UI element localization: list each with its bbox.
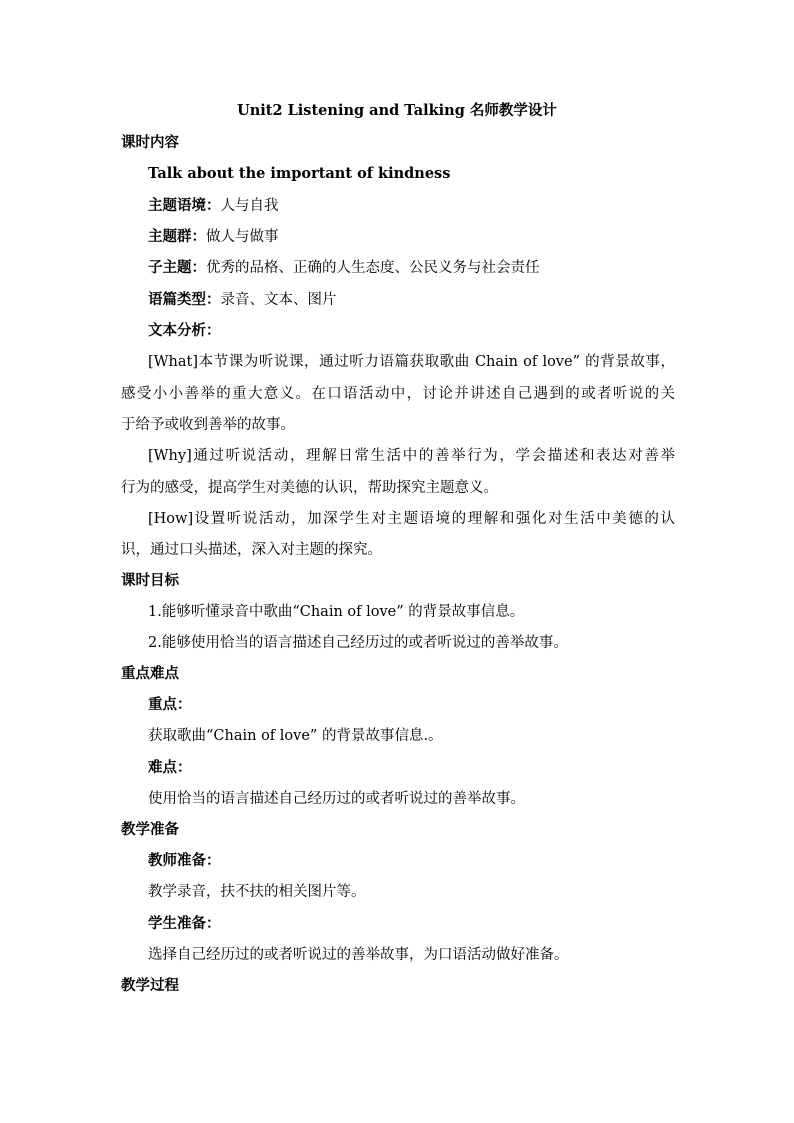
section-heading-lesson-goals: 课时目标 (121, 572, 179, 589)
what-paragraph-line-1: [What]本节课为听说课，通过听力语篇获取歌曲 Chain of love” 的背景故事， (148, 354, 675, 370)
section-heading-teaching-process: 教学过程 (121, 977, 179, 994)
difficult-point-label: 难点： (148, 759, 192, 776)
theme-context-label: 主题语境： (148, 197, 221, 214)
what-paragraph-line-2: 感受小小善举的重大意义。在口语活动中，讨论并讲述自己遇到的或者听说的关 (121, 386, 675, 402)
why-paragraph-line-2: 行为的感受，提高学生对美德的认识，帮助探究主题意义。 (121, 480, 498, 496)
text-type-value: 录音、文本、图片 (220, 292, 337, 308)
why-paragraph-line-1: [Why]通过听说活动，理解日常生活中的善举行为，学会描述和表达对善举 (148, 448, 675, 464)
how-paragraph-line-1: [How]设置听说活动，加深学生对主题语境的理解和强化对生活中美德的认 (148, 511, 675, 527)
teacher-preparation-label: 教师准备： (148, 852, 221, 869)
section-heading-teaching-preparation: 教学准备 (121, 821, 179, 838)
how-paragraph-line-2: 识，通过口头描述，深入对主题的探究。 (121, 542, 382, 558)
key-point-value: 获取歌曲“Chain of love” 的背景故事信息.。 (148, 728, 443, 744)
lesson-topic: Talk about the important of kindness (148, 165, 451, 182)
section-heading-key-difficult-points: 重点难点 (121, 665, 179, 682)
theme-context-value: 人与自我 (220, 198, 279, 214)
theme-group (148, 227, 794, 247)
sub-theme (148, 258, 794, 278)
goal-item-2: 2.能够使用恰当的语言描述自己经历过的或者听说过的善举故事。 (148, 635, 568, 651)
text-analysis-label: 文本分析： (148, 322, 221, 339)
document-title: Unit2 Listening and Talking 名师教学设计 (237, 102, 557, 119)
theme-group-label: 主题群： (148, 228, 206, 245)
teacher-preparation-value: 教学录音，扶不扶的相关图片等。 (148, 884, 366, 900)
section-heading-lesson-content: 课时内容 (121, 134, 179, 151)
text-type (148, 290, 794, 310)
theme-context (148, 196, 794, 216)
goal-item-1: 1.能够听懂录音中歌曲“Chain of love” 的背景故事信息。 (148, 604, 525, 620)
key-point-label: 重点： (148, 696, 192, 713)
sub-theme-value: 优秀的品格、正确的人生态度、公民义务与社会责任 (206, 260, 540, 276)
what-paragraph-line-3: 于给予或收到善举的故事。 (121, 417, 295, 433)
difficult-point-value: 使用恰当的语言描述自己经历过的或者听说过的善举故事。 (148, 791, 525, 807)
student-preparation-value: 选择自己经历过的或者听说过的善举故事，为口语活动做好准备。 (148, 947, 569, 963)
sub-theme-label: 子主题： (148, 259, 206, 276)
text-type-label: 语篇类型： (148, 291, 221, 308)
student-preparation-label: 学生准备： (148, 915, 221, 932)
theme-group-value: 做人与做事 (206, 229, 279, 245)
